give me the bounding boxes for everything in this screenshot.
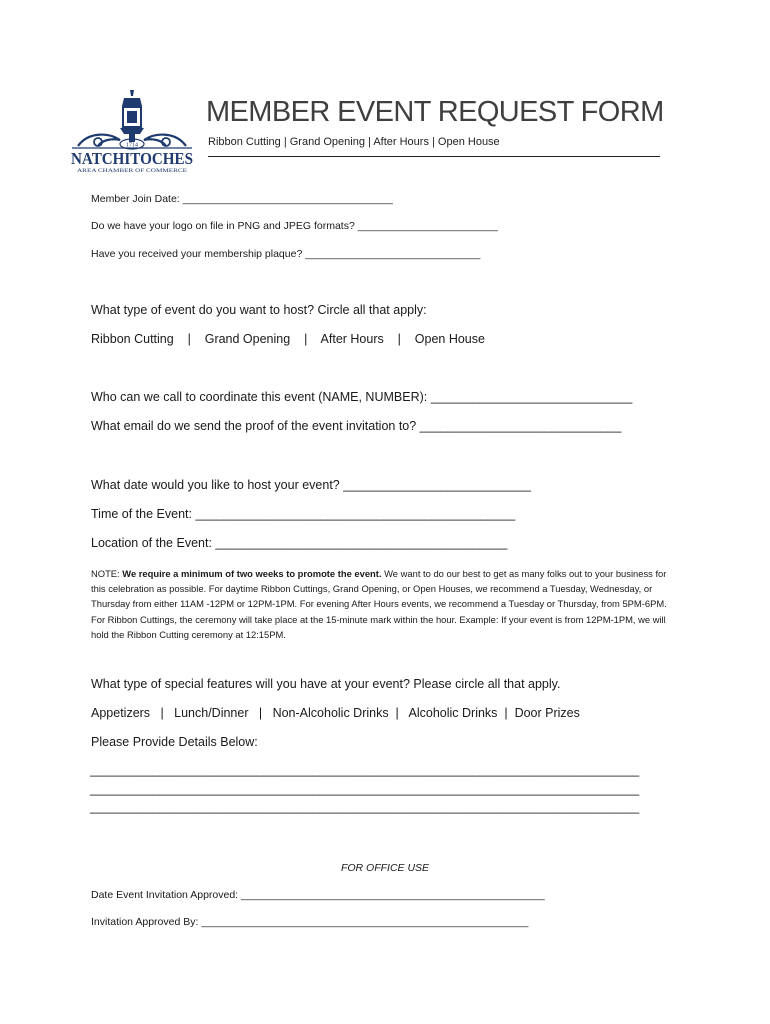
logo-year: 1714 [126,142,138,149]
event-time-field[interactable]: Time of the Event: ______________________________________________ [91,507,516,521]
event-type-options[interactable]: Ribbon Cutting | Grand Opening | After Hours | Open House [91,332,485,346]
approved-date-field[interactable]: Date Event Invitation Approved: ____________________________________________________ [91,889,545,901]
details-line[interactable]: _______________________________________________________________________________ [90,763,640,777]
page-subtitle: Ribbon Cutting | Grand Opening | After Hours | Open House [208,136,500,148]
title-divider [208,156,660,157]
details-line[interactable]: _______________________________________________________________________________ [90,800,640,814]
event-type-question: What type of event do you want to host? Circle all that apply: [91,303,427,317]
event-date-field[interactable]: What date would you like to host your event? ___________________________ [91,478,531,492]
member-join-date-field[interactable]: Member Join Date: ____________________________________ [91,193,393,205]
logo-org-subname: AREA CHAMBER OF COMMERCE [77,169,187,174]
features-options[interactable]: Appetizers | Lunch/Dinner | Non-Alcoholic Drinks | Alcoholic Drinks | Door Prizes [91,706,580,720]
approved-by-field[interactable]: Invitation Approved By: ________________________________________________________ [91,916,529,928]
note-body-text: We want to do our best to get as many folks out to your business for this celebration as possible. For daytime Ribbon Cuttings, Grand Opening, or Open Houses, we recommend a Tuesday, Wednesday, or Thursday from either 11AM -12PM or 12PM-1PM. For evening After Hours events, we recommend a Tuesday or Thursday, from 5PM-6PM. For Ribbon Cuttings, the ceremony will take place at the 15-minute mark within the hour. Example: If your event is from 12PM-1PM, we will hold the Ribbon Cutting ceremony at 12:15PM. [91,568,667,640]
scheduling-note [91,566,681,642]
note-bold-text: We require a minimum of two weeks to promote the event. [122,568,382,579]
chamber-logo [68,88,196,174]
features-question: What type of special features will you have at your event? Please circle all that apply. [91,677,561,691]
contact-name-field[interactable]: Who can we call to coordinate this event (NAME, NUMBER): _____________________________ [91,390,633,404]
details-line[interactable]: _______________________________________________________________________________ [90,782,640,796]
details-label: Please Provide Details Below: [91,735,258,749]
event-location-field[interactable]: Location of the Event: __________________________________________ [91,536,508,550]
page-title: MEMBER EVENT REQUEST FORM [206,96,664,128]
note-label: NOTE: [91,568,120,579]
office-use-heading: FOR OFFICE USE [340,862,430,874]
email-proof-field[interactable]: What email do we send the proof of the event invitation to? _____________________________ [91,419,622,433]
logo-org-name: NATCHITOCHES [71,149,193,168]
membership-plaque-field[interactable]: Have you received your membership plaque? ______________________________ [91,248,481,260]
logo-on-file-field[interactable]: Do we have your logo on file in PNG and JPEG formats? ________________________ [91,220,498,232]
